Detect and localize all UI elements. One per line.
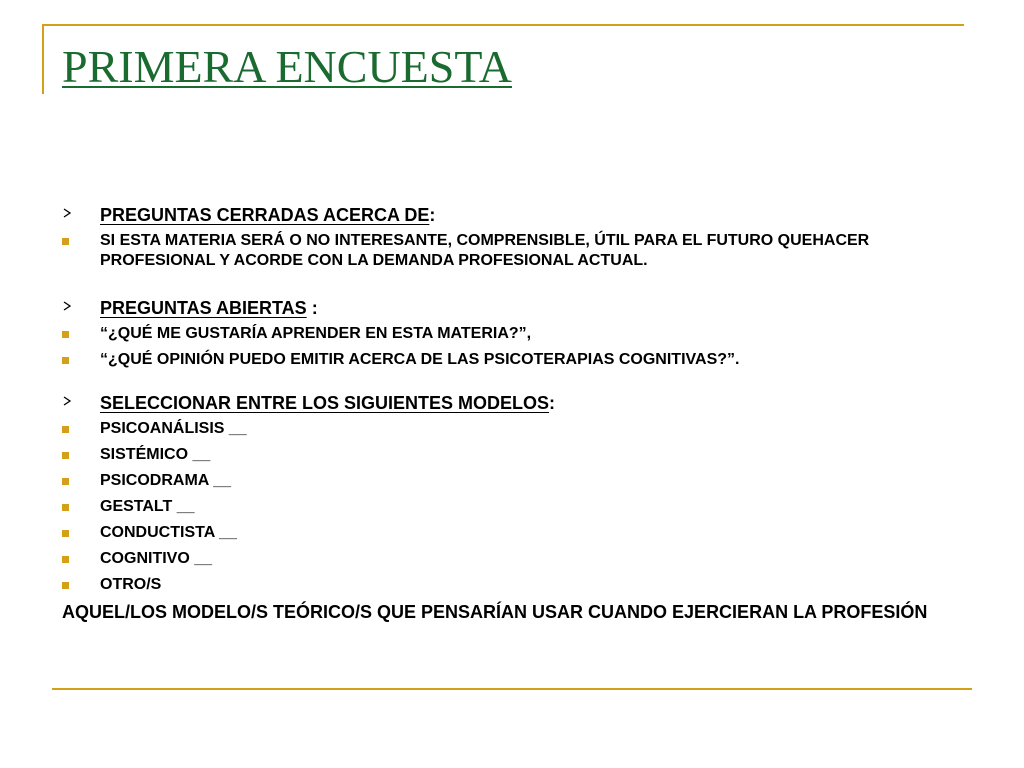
bottom-rule (52, 688, 972, 690)
closing-text: AQUEL/LOS MODELO/S TEÓRICO/S QUE PENSARÍAN USAR CUANDO EJERCIERAN LA PROFESIÓN (62, 602, 928, 622)
section-heading-label: SELECCIONAR ENTRE LOS SIGUIENTES MODELOS (100, 393, 550, 413)
list-item-text: SI ESTA MATERIA SERÁ O NO INTERESANTE, COMPRENSIBLE, ÚTIL PARA EL FUTURO QUEHACER PROFESIONAL Y ACORDE CON LA DEMANDA PROFESIONAL ACTUAL. (100, 232, 870, 269)
section-heading-suffix: : (429, 205, 436, 225)
list-item (62, 549, 972, 569)
list-item (62, 445, 972, 465)
square-bullet-icon (62, 331, 69, 338)
list-item-text: PSICOANÁLISIS __ (100, 420, 247, 437)
section-heading-closed-questions (62, 204, 972, 226)
top-rule (42, 24, 964, 26)
list-item-text: GESTALT __ (100, 498, 195, 515)
list-item-text: OTRO/S (100, 576, 162, 593)
list-item (62, 471, 972, 491)
section-heading-label: PREGUNTAS CERRADAS ACERCA DE (100, 205, 430, 225)
section-heading-suffix: : (549, 393, 556, 413)
square-bullet-icon (62, 504, 69, 511)
left-rule (42, 24, 44, 94)
square-bullet-icon (62, 478, 69, 485)
list-item (62, 324, 972, 344)
list-item (62, 523, 972, 543)
list-item-text: “¿QUÉ ME GUSTARÍA APRENDER EN ESTA MATERIA?”, (100, 325, 532, 342)
section-heading-select-models (62, 392, 972, 414)
square-bullet-icon (62, 238, 69, 245)
section-heading-label: PREGUNTAS ABIERTAS (100, 298, 307, 318)
square-bullet-icon (62, 530, 69, 537)
list-item-text: PSICODRAMA __ (100, 472, 231, 489)
list-item-text: CONDUCTISTA __ (100, 524, 237, 541)
list-item-text: SISTÉMICO __ (100, 446, 211, 463)
list-item (62, 231, 972, 271)
square-bullet-icon (62, 426, 69, 433)
list-item-text: “¿QUÉ OPINIÓN PUEDO EMITIR ACERCA DE LAS PSICOTERAPIAS COGNITIVAS?”. (100, 351, 740, 368)
list-item-text: COGNITIVO __ (100, 550, 213, 567)
list-item (62, 419, 972, 439)
slide-title: PRIMERA ENCUESTA (62, 41, 512, 92)
list-item (62, 575, 972, 595)
arrow-right-icon (62, 396, 72, 406)
section-heading-suffix: : (306, 298, 318, 318)
arrow-right-icon (62, 301, 72, 311)
square-bullet-icon (62, 582, 69, 589)
arrow-right-icon (62, 208, 72, 218)
square-bullet-icon (62, 357, 69, 364)
square-bullet-icon (62, 556, 69, 563)
list-item (62, 350, 972, 370)
slide-body (62, 204, 972, 623)
section-heading-open-questions (62, 297, 972, 319)
square-bullet-icon (62, 452, 69, 459)
list-item (62, 497, 972, 517)
